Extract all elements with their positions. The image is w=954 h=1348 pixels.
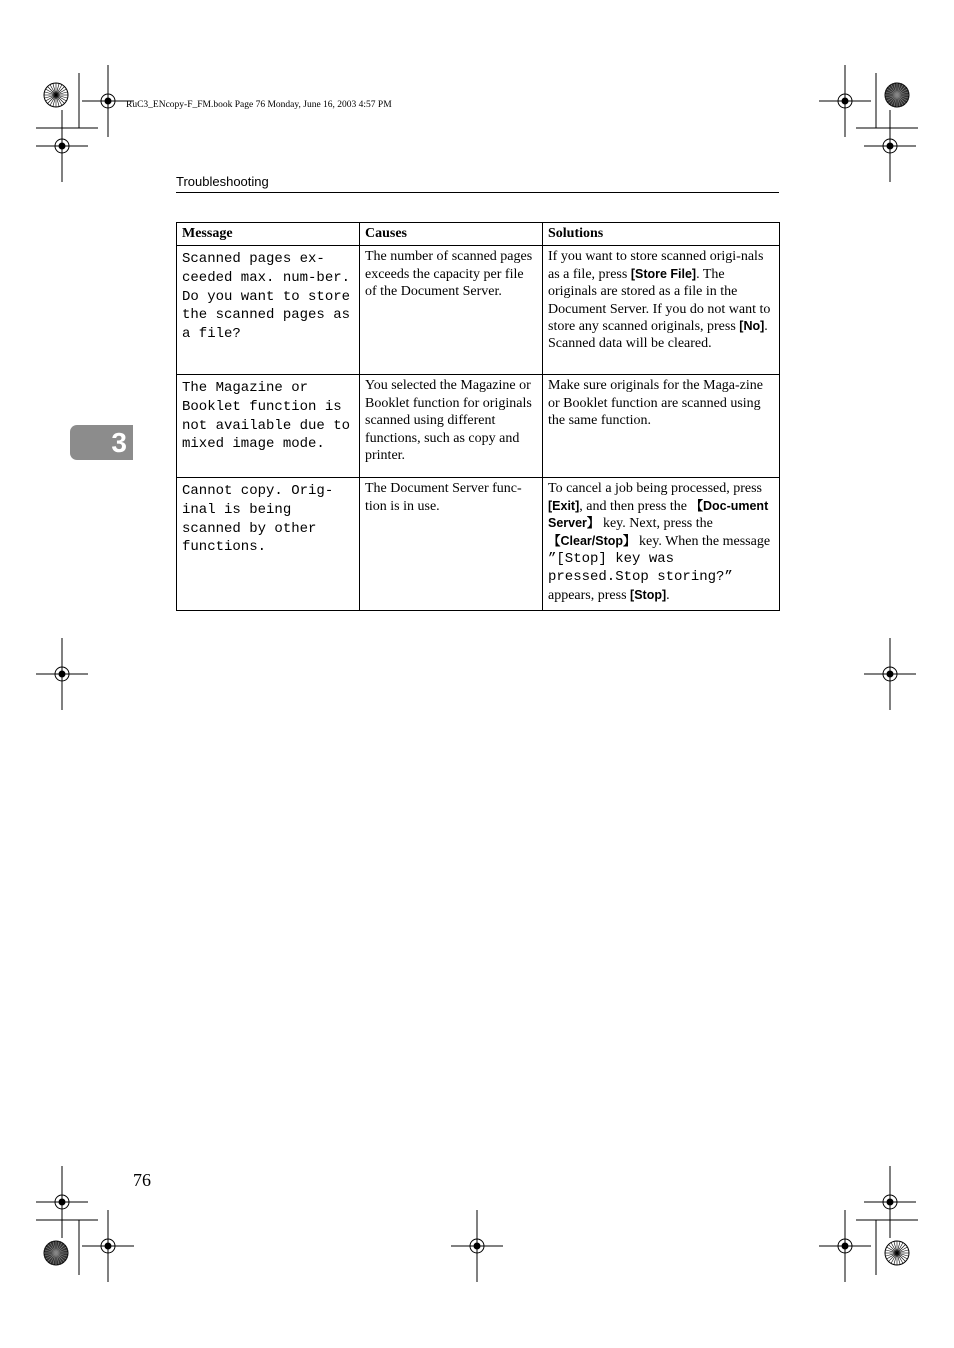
solution-text: . The originals are stored as a file in the Document Server. If you do not want to store any scanned originals, press: [548, 266, 771, 335]
table-header-row: [177, 223, 780, 246]
cause-cell: You selected the Magazine or Booklet function for originals scanned using different functions, such as copy and printer.: [360, 375, 543, 478]
solution-text: , and then press the: [579, 498, 691, 514]
file-info: RuC3_ENcopy-F_FM.book Page 76 Monday, June 16, 2003 4:57 PM: [126, 100, 392, 110]
registration-mark-dot: [842, 98, 848, 104]
cause-cell: The number of scanned pages exceeds the capacity per file of the Document Server.: [360, 246, 543, 375]
exit-key-label: [Exit]: [548, 498, 580, 513]
chapter-number: 3: [111, 427, 127, 458]
solution-text: .: [666, 587, 670, 603]
registration-mark-dot: [474, 1243, 480, 1249]
registration-mark-dot: [59, 143, 65, 149]
table-row: [177, 246, 780, 375]
chapter-tab: [70, 425, 133, 460]
cause-cell: The Document Server func-tion is in use.: [360, 478, 543, 611]
solution-cell: [543, 478, 780, 611]
header-rule: [176, 192, 779, 193]
solution-text: appears, press: [548, 587, 631, 603]
running-header: Troubleshooting: [176, 174, 269, 189]
troubleshooting-table: [176, 222, 780, 611]
stop-message-text: ”[Stop] key was pressed.Stop storing?”: [548, 551, 733, 586]
solution-text: key. Next, press the: [599, 516, 713, 532]
clear-stop-key-label: 【Clear/Stop】: [548, 533, 636, 548]
column-header-message: Message: [177, 223, 360, 246]
column-header-causes: Causes: [360, 223, 543, 246]
registration-mark-dot: [842, 1243, 848, 1249]
solution-text: To cancel a job being processed, press: [548, 481, 762, 497]
registration-mark-dot: [887, 1199, 893, 1205]
registration-mark-dot: [887, 671, 893, 677]
page-number: 76: [133, 1170, 151, 1190]
solution-text: Make sure originals for the Maga-zine or Booklet function are scanned using the same function.: [548, 378, 763, 429]
registration-mark-dot: [887, 143, 893, 149]
registration-mark-dot: [105, 98, 111, 104]
store-file-key-label: [Store File]: [630, 266, 697, 281]
registration-mark-dot: [59, 671, 65, 677]
stop-key-label: [Stop]: [630, 587, 667, 602]
registration-mark-dot: [105, 1243, 111, 1249]
no-key-label: [No]: [739, 319, 765, 334]
registration-mark-dot: [59, 1199, 65, 1205]
solution-cell: [543, 375, 780, 478]
table-row: [177, 375, 780, 478]
table-row: [177, 478, 780, 611]
document-server-key-label: 【Doc-ument Server】: [548, 498, 769, 531]
solution-cell: [543, 246, 780, 375]
message-cell: Cannot copy. Orig-inal is being scanned by other functions.: [177, 478, 360, 611]
message-cell: Scanned pages ex-ceeded max. num-ber. Do you want to store the scanned pages as a file?: [177, 246, 360, 375]
column-header-solutions: Solutions: [543, 223, 780, 246]
solution-text: key. When the message: [635, 533, 771, 549]
solution-text: If you want to store scanned origi-nals as a file, press: [548, 249, 764, 282]
message-cell: The Magazine or Booklet function is not available due to mixed image mode.: [177, 375, 360, 478]
solution-text: . Scanned data will be cleared.: [548, 319, 768, 352]
